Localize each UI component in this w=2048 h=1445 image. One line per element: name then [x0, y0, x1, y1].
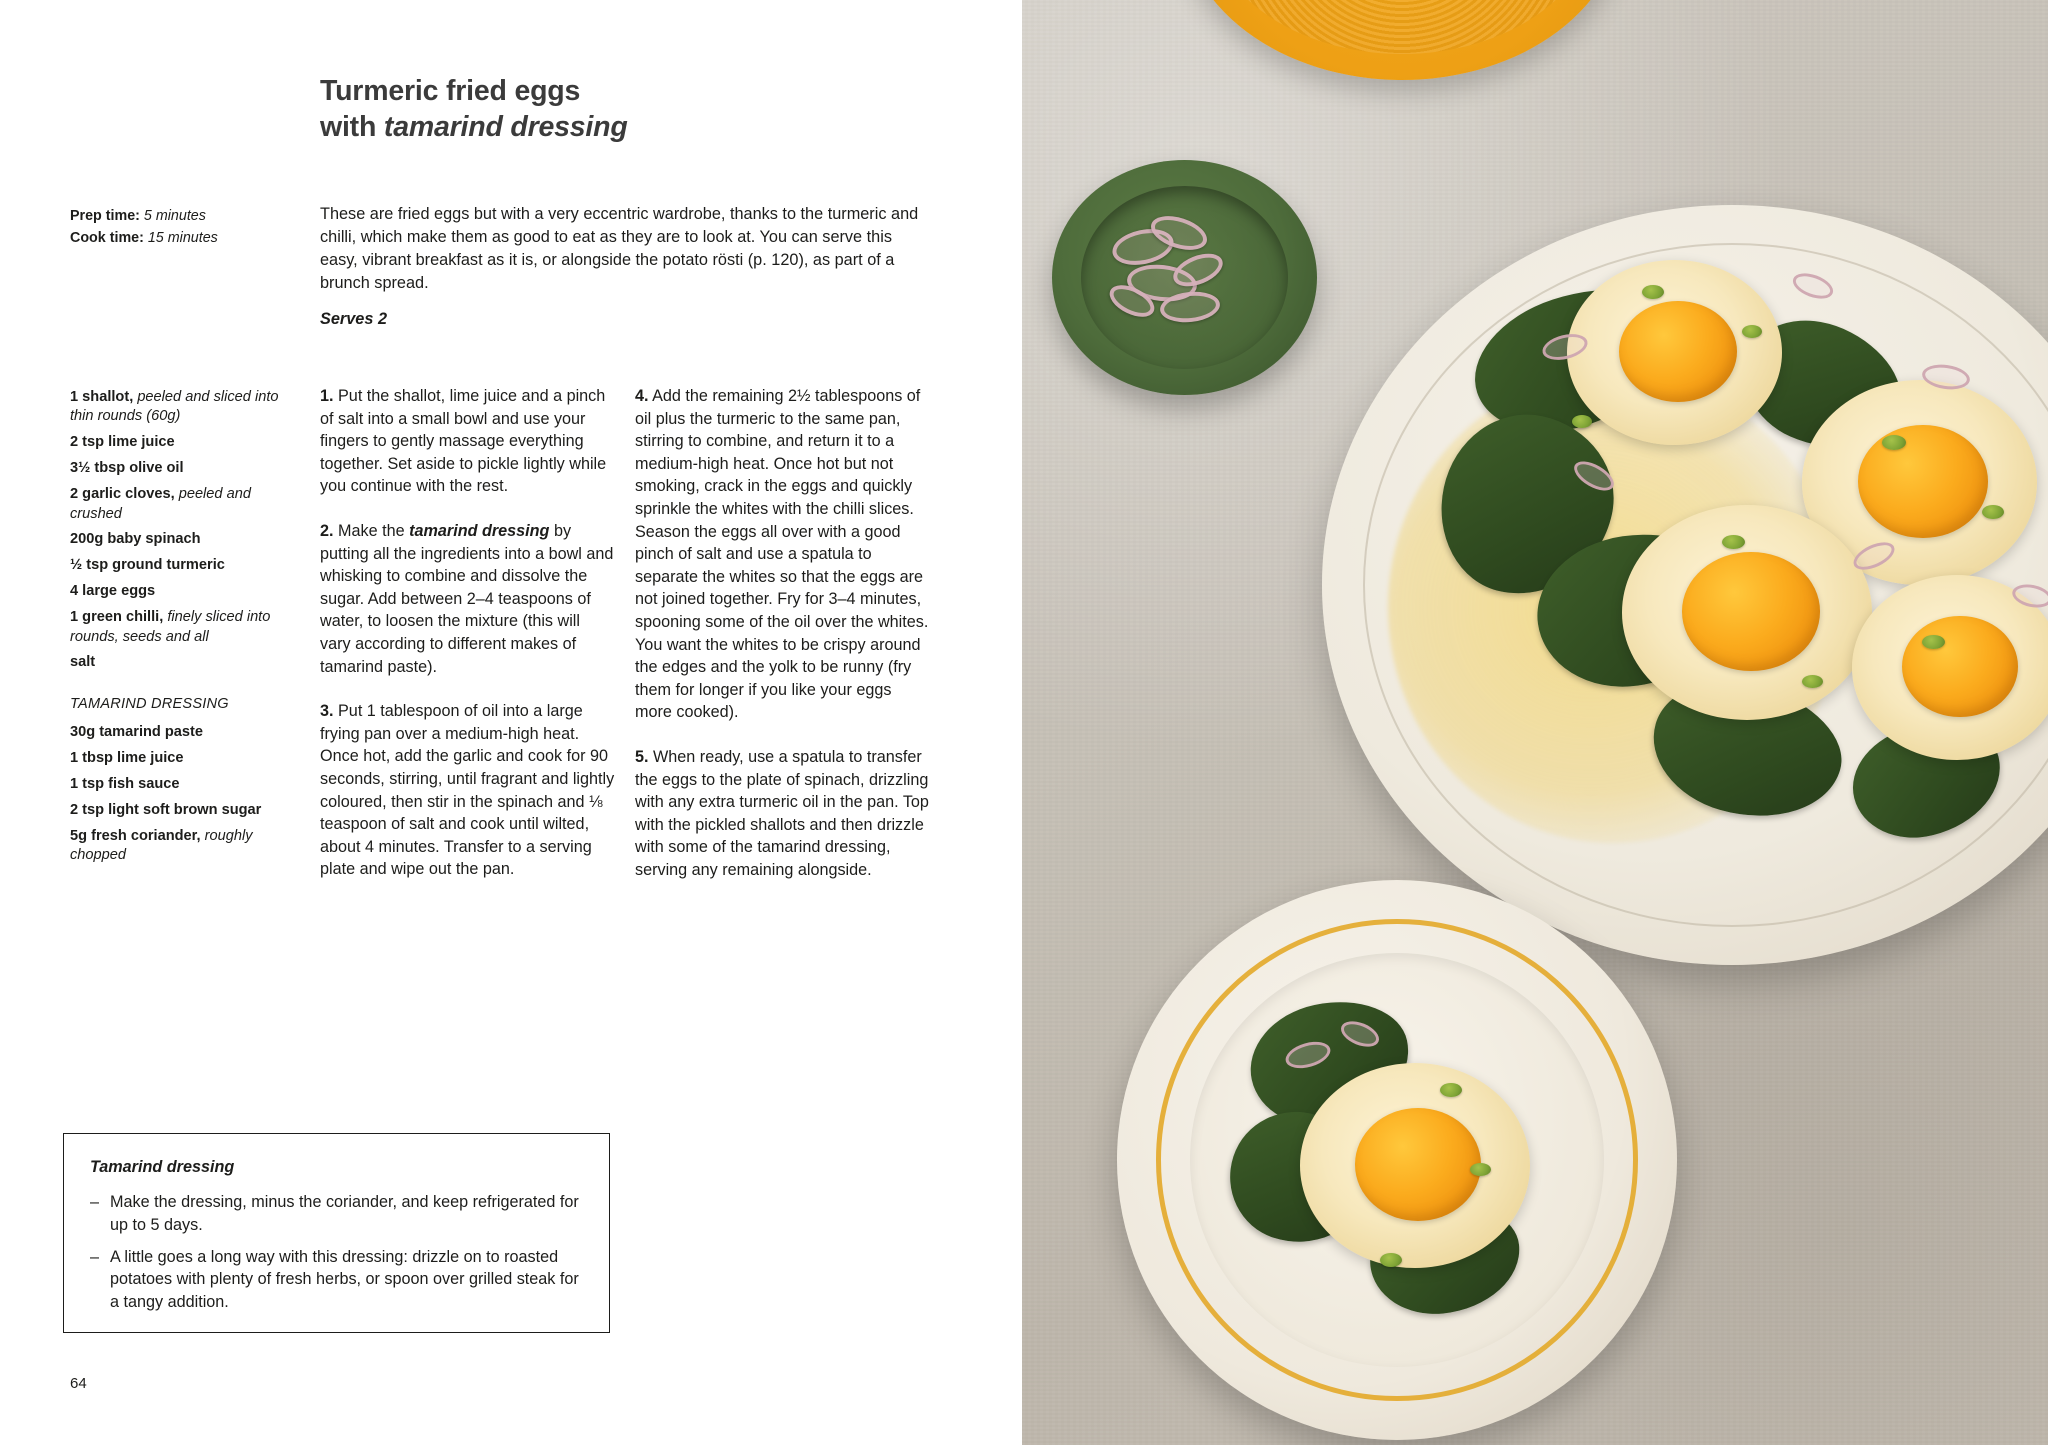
step-number: 3. [320, 702, 334, 721]
ingredient-name: 1 green chilli, [70, 609, 164, 626]
ingredient-note: peeled and crushed [70, 486, 251, 522]
recipe-text-page [0, 0, 1022, 1445]
list-item [70, 775, 285, 794]
ingredient-name: salt [70, 654, 96, 671]
cook-time-value: 15 minutes [147, 230, 218, 247]
chilli-slice [1722, 535, 1745, 549]
tip-title: Tamarind dressing [90, 1158, 235, 1176]
list-item [70, 801, 285, 820]
list-item [70, 653, 285, 672]
tip-bullets [90, 1191, 583, 1313]
title-line-2 [320, 109, 940, 145]
ingredient-name: 4 large eggs [70, 583, 156, 600]
prep-time-row [70, 205, 270, 227]
step-emphasis: tamarind dressing [409, 521, 550, 540]
egg-yolk [1619, 301, 1737, 403]
list-item [70, 485, 285, 524]
list-item [70, 388, 285, 427]
title-emphasis: tamarind dressing [383, 111, 628, 144]
chilli-slice [1922, 635, 1945, 649]
list-item [70, 723, 285, 742]
title-with-word: with [320, 111, 384, 144]
step-text: Put the shallot, lime juice and a pinch of salt into a small bowl and use your fingers to gently massage everything together. Set aside to pickle lightly while you continue with the rest. [320, 387, 607, 496]
method-step [320, 385, 615, 498]
list-item [70, 749, 285, 768]
step-text-pre: Make the [333, 521, 410, 540]
recipe-photograph [1022, 0, 2048, 1445]
ingredient-name: ½ tsp ground turmeric [70, 557, 225, 574]
ingredient-name: 1 tbsp lime juice [70, 750, 184, 767]
method-step [635, 385, 930, 724]
chilli-slice [1572, 415, 1592, 428]
list-item [70, 459, 285, 478]
ingredient-note: roughly chopped [70, 827, 253, 864]
title-line-1: Turmeric fried eggs [320, 75, 581, 107]
egg-yolk [1902, 616, 2018, 718]
ingredient-name: 1 shallot, [70, 389, 134, 405]
prep-time-value: 5 minutes [143, 208, 206, 224]
recipe-times [70, 205, 270, 249]
step-number: 4. [635, 387, 649, 405]
chilli-slice [1440, 1083, 1462, 1097]
step-text-post: by putting all the ingredients into a bowl and whisking to combine and dissolve the sugar. Add between 2–4 teaspoons of water, to loosen the mixture (this will vary according to different makes of tamarind paste). [320, 521, 614, 676]
ingredients-list [70, 388, 285, 872]
method-step [320, 520, 615, 678]
second-plate [1117, 880, 1677, 1440]
page-title [320, 73, 940, 146]
list-item: – Make the dressing, minus the coriander, and keep refrigerated for up to 5 days. [90, 1191, 583, 1236]
ingredient-note: peeled and sliced into thin rounds (60g) [70, 389, 279, 425]
chilli-slice [1982, 505, 2004, 519]
dressing-subheading: TAMARIND DRESSING [70, 695, 229, 712]
ingredient-name: 3½ tbsp olive oil [70, 460, 184, 477]
list-item [70, 556, 285, 575]
ingredient-name: 2 tsp lime juice [70, 434, 175, 451]
egg-yolk [1682, 552, 1820, 670]
ingredient-note: finely sliced into rounds, seeds and all [70, 609, 271, 645]
chilli-slice [1380, 1253, 1402, 1267]
ingredient-name: 2 garlic cloves, [70, 486, 175, 503]
ingredient-name: 30g tamarind paste [70, 724, 204, 741]
ingredient-name: 1 tsp fish sauce [70, 776, 180, 793]
method-step [320, 700, 615, 881]
list-item [70, 530, 285, 549]
step-number: 5. [635, 747, 649, 766]
step-text: Put 1 tablespoon of oil into a large frying pan over a medium-high heat. Once hot, add the garlic and cook for 90 seconds, stirring, until fragrant and lightly coloured, then stir in the spinach and ⅛ teaspoon of salt and cook until wilted, about 4 minutes. Transfer to a serving plate and wipe out the pan. [320, 702, 615, 879]
plate-interior [1190, 953, 1604, 1367]
ingredient-name: 5g fresh coriander, [70, 827, 201, 844]
cook-time-label: Cook time: [70, 230, 144, 247]
chilli-slice [1470, 1163, 1491, 1176]
egg-yolk [1858, 425, 1987, 538]
recipe-intro: These are fried eggs but with a very eccentric wardrobe, thanks to the turmeric and chilli, which make them as good to eat as they are to look at. You can serve this easy, vibrant breakfast as it is, or alongside the potato rösti (p. 120), as part of a brunch spread. [320, 205, 919, 293]
list-item [70, 582, 285, 601]
green-bowl-pickled-shallots [1052, 160, 1317, 395]
method-column-1 [320, 385, 615, 903]
main-ingredients [70, 388, 285, 673]
fried-egg [1300, 1063, 1530, 1268]
egg-yolk [1355, 1108, 1482, 1221]
recipe-serves: Serves 2 [320, 310, 387, 328]
step-number: 2. [320, 521, 334, 540]
fried-egg [1567, 260, 1782, 445]
tip-box [63, 1133, 610, 1333]
ingredient-name: 200g baby spinach [70, 531, 201, 548]
step-number: 1. [320, 387, 334, 405]
chilli-slice [1642, 285, 1664, 299]
list-item [70, 827, 285, 866]
method-step [635, 746, 930, 882]
fried-egg [1622, 505, 1872, 720]
list-item: – A little goes a long way with this dressing: drizzle on to roasted potatoes with plenty of fresh herbs, or spoon over grilled steak for a tangy addition. [90, 1246, 583, 1313]
method-column-2 [635, 385, 930, 903]
list-item [70, 608, 285, 647]
cook-time-row [70, 227, 270, 249]
step-text: Add the remaining 2½ tablespoons of oil plus the turmeric to the same pan, stirring to combine, and return it to a medium-high heat. Once hot but not smoking, crack in the eggs and quickly sprinkle the whites with the chilli slices. Season the eggs all over with a good pinch of salt and use a spatula to separate the whites so that the eggs are not joined together. Fry for 3–4 minutes, spooning some of the oil over the whites. You want the whites to be crispy around the edges and the yolk to be runny (fry them for longer if you like your eggs more cooked). [635, 387, 929, 722]
chilli-slice [1742, 325, 1762, 338]
chilli-slice [1802, 675, 1823, 688]
chilli-slice [1882, 435, 1906, 450]
step-text: When ready, use a spatula to transfer the eggs to the plate of spinach, drizzling with any extra turmeric oil in the pan. Top with the pickled shallots and then drizzle with some of the tamarind dressing, serving any remaining alongside. [635, 747, 929, 879]
list-item [70, 433, 285, 452]
prep-time-label: Prep time: [70, 208, 140, 224]
dressing-ingredients [70, 723, 285, 865]
ingredient-name: 2 tsp light soft brown sugar [70, 802, 262, 818]
page-number: 64 [70, 1375, 87, 1392]
